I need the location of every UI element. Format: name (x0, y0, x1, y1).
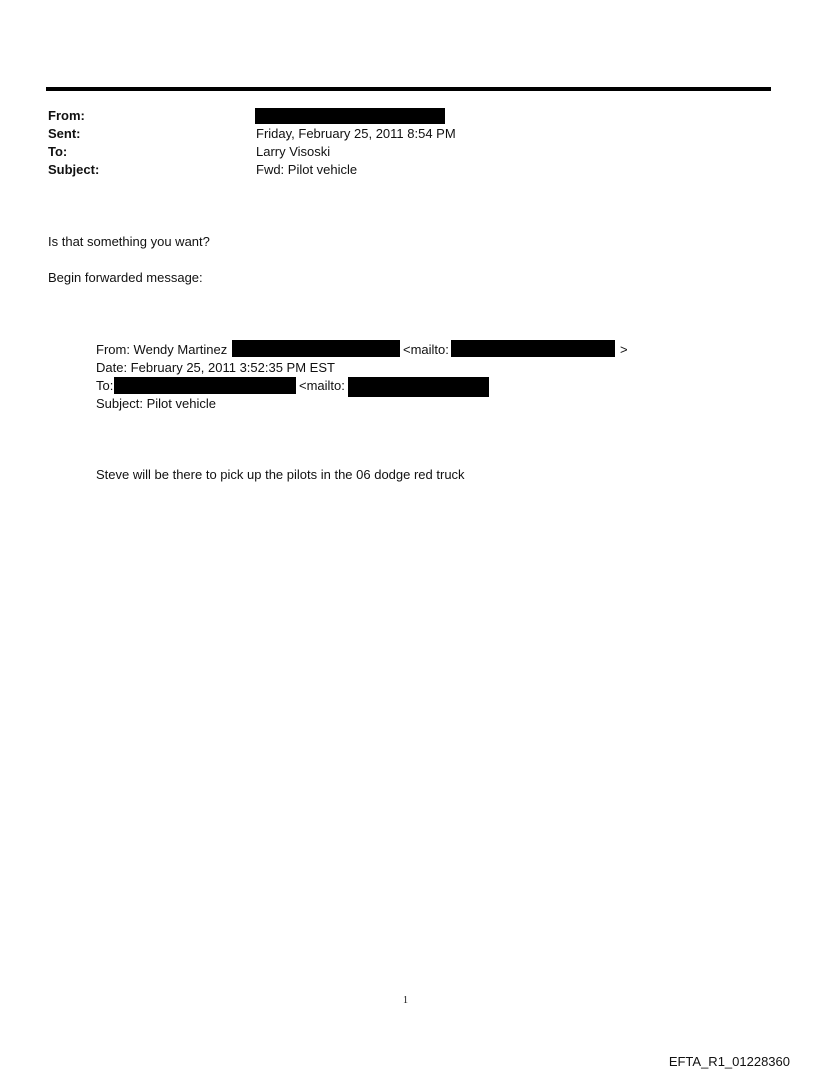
document-id: EFTA_R1_01228360 (668, 1054, 790, 1069)
from-label: From: (48, 108, 85, 123)
fwd-subject-line: Subject: Pilot vehicle (96, 396, 216, 411)
fwd-to-mailto: <mailto: (299, 378, 345, 393)
fwd-date-line: Date: February 25, 2011 3:52:35 PM EST (96, 360, 335, 375)
subject-label: Subject: (48, 162, 100, 177)
fwd-from-email-redaction (451, 340, 615, 357)
to-value: Larry Visoski (256, 144, 331, 159)
fwd-to-name-redaction (114, 377, 296, 394)
fwd-from-close: > (620, 342, 628, 357)
fwd-from-prefix: From: Wendy Martinez (96, 342, 228, 357)
fwd-to-email-redaction (348, 377, 489, 397)
body-line-question: Is that something you want? (48, 234, 210, 249)
fwd-from-name-redaction (232, 340, 400, 357)
page-number: 1 (403, 995, 408, 1006)
fwd-message-text: Steve will be there to pick up the pilots in the 06 dodge red truck (96, 467, 465, 482)
subject-value: Fwd: Pilot vehicle (256, 162, 358, 177)
body-line-forward-intro: Begin forwarded message: (48, 270, 203, 285)
sent-value: Friday, February 25, 2011 8:54 PM (256, 126, 456, 141)
fwd-from-mailto: <mailto: (403, 342, 449, 357)
header-divider (46, 87, 771, 91)
to-label: To: (48, 144, 68, 159)
from-redaction (255, 108, 445, 124)
sent-label: Sent: (48, 126, 81, 141)
fwd-to-prefix: To: (96, 378, 114, 393)
